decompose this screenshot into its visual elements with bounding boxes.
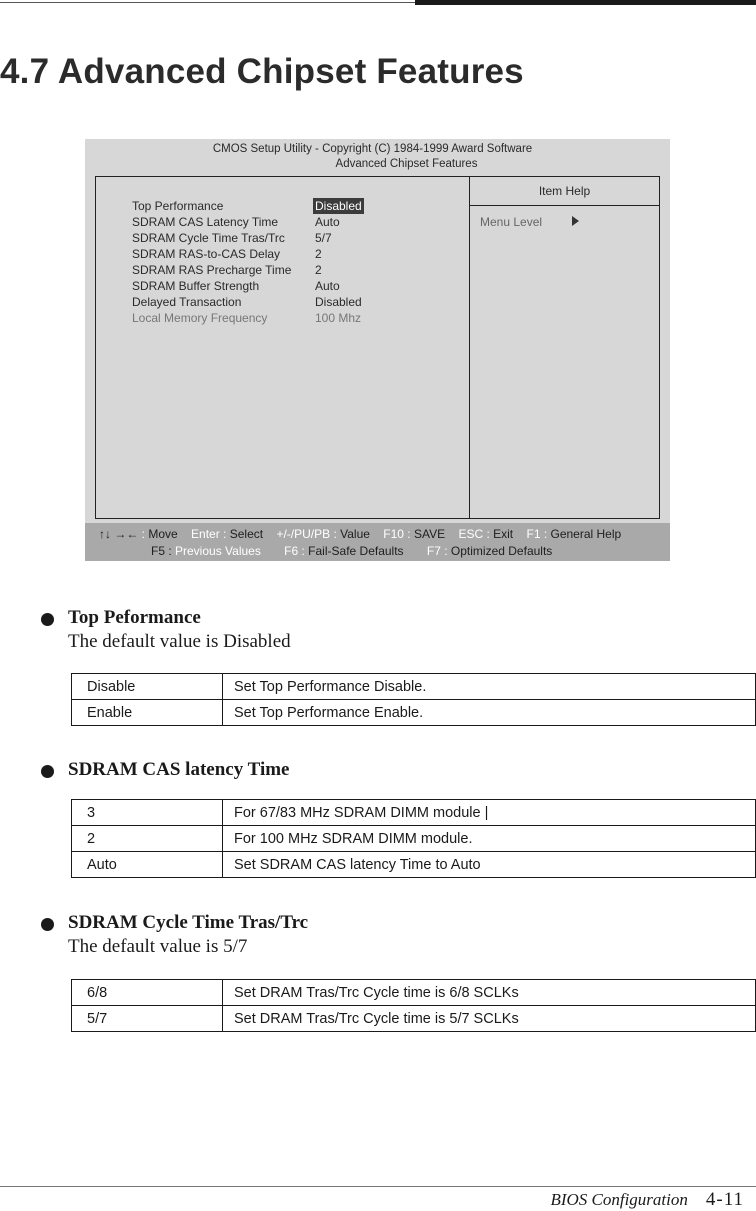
- setting-value: 100 Mhz: [315, 311, 362, 325]
- setting-value[interactable]: Disabled: [315, 199, 362, 213]
- option-description: Set Top Performance Enable.: [223, 700, 756, 726]
- page-number: 4-11: [705, 1189, 744, 1210]
- bios-key-legend: [85, 523, 670, 561]
- bios-copyright: CMOS Setup Utility - Copyright (C) 1984-1999 Award Software: [212, 143, 533, 155]
- table-row: [72, 852, 756, 878]
- footer-rule: [0, 1186, 756, 1187]
- menu-level-label: Menu Level: [480, 215, 543, 229]
- option-description: Set DRAM Tras/Trc Cycle time is 6/8 SCLKs: [223, 980, 756, 1006]
- option-description: For 67/83 MHz SDRAM DIMM module |: [223, 800, 756, 826]
- bullet-icon: [41, 918, 54, 931]
- setting-label: SDRAM Buffer Strength: [132, 279, 260, 293]
- option-description: Set Top Performance Disable.: [223, 674, 756, 700]
- key-legend-row2: F5 : Previous Values F6 : Fail-Safe Defaults F7 : Optimized Defaults: [151, 544, 553, 558]
- section-title: Top Peformance: [68, 607, 201, 628]
- item-help-title: Item Help: [470, 177, 659, 206]
- option-value: Disable: [72, 674, 223, 700]
- option-value: 5/7: [72, 1006, 223, 1032]
- table-row: [72, 1006, 756, 1032]
- setting-value[interactable]: Auto: [315, 279, 340, 293]
- table-row: [72, 826, 756, 852]
- panel-divider: [469, 177, 470, 518]
- section-title: SDRAM CAS latency Time: [68, 759, 290, 780]
- setting-label: SDRAM CAS Latency Time: [132, 215, 279, 229]
- section-title: SDRAM Cycle Time Tras/Trc: [68, 912, 309, 933]
- key-legend-row1: ↑↓ →← : Move Enter : Select +/-/PU/PB : Value F10 : SAVE ESC : Exit F1 : General Help: [99, 527, 622, 541]
- setting-label: Delayed Transaction: [132, 295, 242, 309]
- setting-label: Top Performance: [132, 199, 224, 213]
- setting-label: SDRAM RAS Precharge Time: [132, 263, 292, 277]
- section-description: The default value is 5/7: [68, 936, 248, 957]
- setting-label: SDRAM RAS-to-CAS Delay: [132, 247, 281, 261]
- page-title: 4.7 Advanced Chipset Features: [0, 52, 524, 91]
- option-value: 2: [72, 826, 223, 852]
- option-value: 3: [72, 800, 223, 826]
- option-description: Set SDRAM CAS latency Time to Auto: [223, 852, 756, 878]
- option-value: Enable: [72, 700, 223, 726]
- setting-value[interactable]: 2: [315, 263, 322, 277]
- setting-value[interactable]: 2: [315, 247, 322, 261]
- footer-section-name: BIOS Configuration: [550, 1190, 688, 1209]
- section-description: The default value is Disabled: [68, 631, 291, 652]
- setting-value[interactable]: Auto: [315, 215, 340, 229]
- page-footer: [550, 1189, 744, 1211]
- option-value: 6/8: [72, 980, 223, 1006]
- table-row: [72, 800, 756, 826]
- top-rule: [0, 2, 415, 3]
- bios-screen: [85, 139, 670, 561]
- setting-value[interactable]: 5/7: [315, 231, 332, 245]
- bullet-icon: [41, 613, 54, 626]
- bios-screen-title: Advanced Chipset Features: [335, 158, 478, 170]
- options-table: [71, 979, 756, 1032]
- triangle-right-icon: [572, 216, 579, 226]
- bullet-icon: [41, 765, 54, 778]
- options-table: [71, 673, 756, 726]
- arrow-keys-icon: ↑↓ →←: [99, 527, 142, 541]
- table-row: [72, 674, 756, 700]
- top-rule-accent: [415, 0, 756, 5]
- setting-value[interactable]: Disabled: [315, 295, 362, 309]
- table-row: [72, 700, 756, 726]
- options-table: [71, 799, 756, 878]
- option-description: Set DRAM Tras/Trc Cycle time is 5/7 SCLKs: [223, 1006, 756, 1032]
- table-row: [72, 980, 756, 1006]
- option-description: For 100 MHz SDRAM DIMM module.: [223, 826, 756, 852]
- bios-settings-panel: [95, 176, 660, 519]
- setting-label: Local Memory Frequency: [132, 311, 268, 325]
- setting-label: SDRAM Cycle Time Tras/Trc: [132, 231, 285, 245]
- option-value: Auto: [72, 852, 223, 878]
